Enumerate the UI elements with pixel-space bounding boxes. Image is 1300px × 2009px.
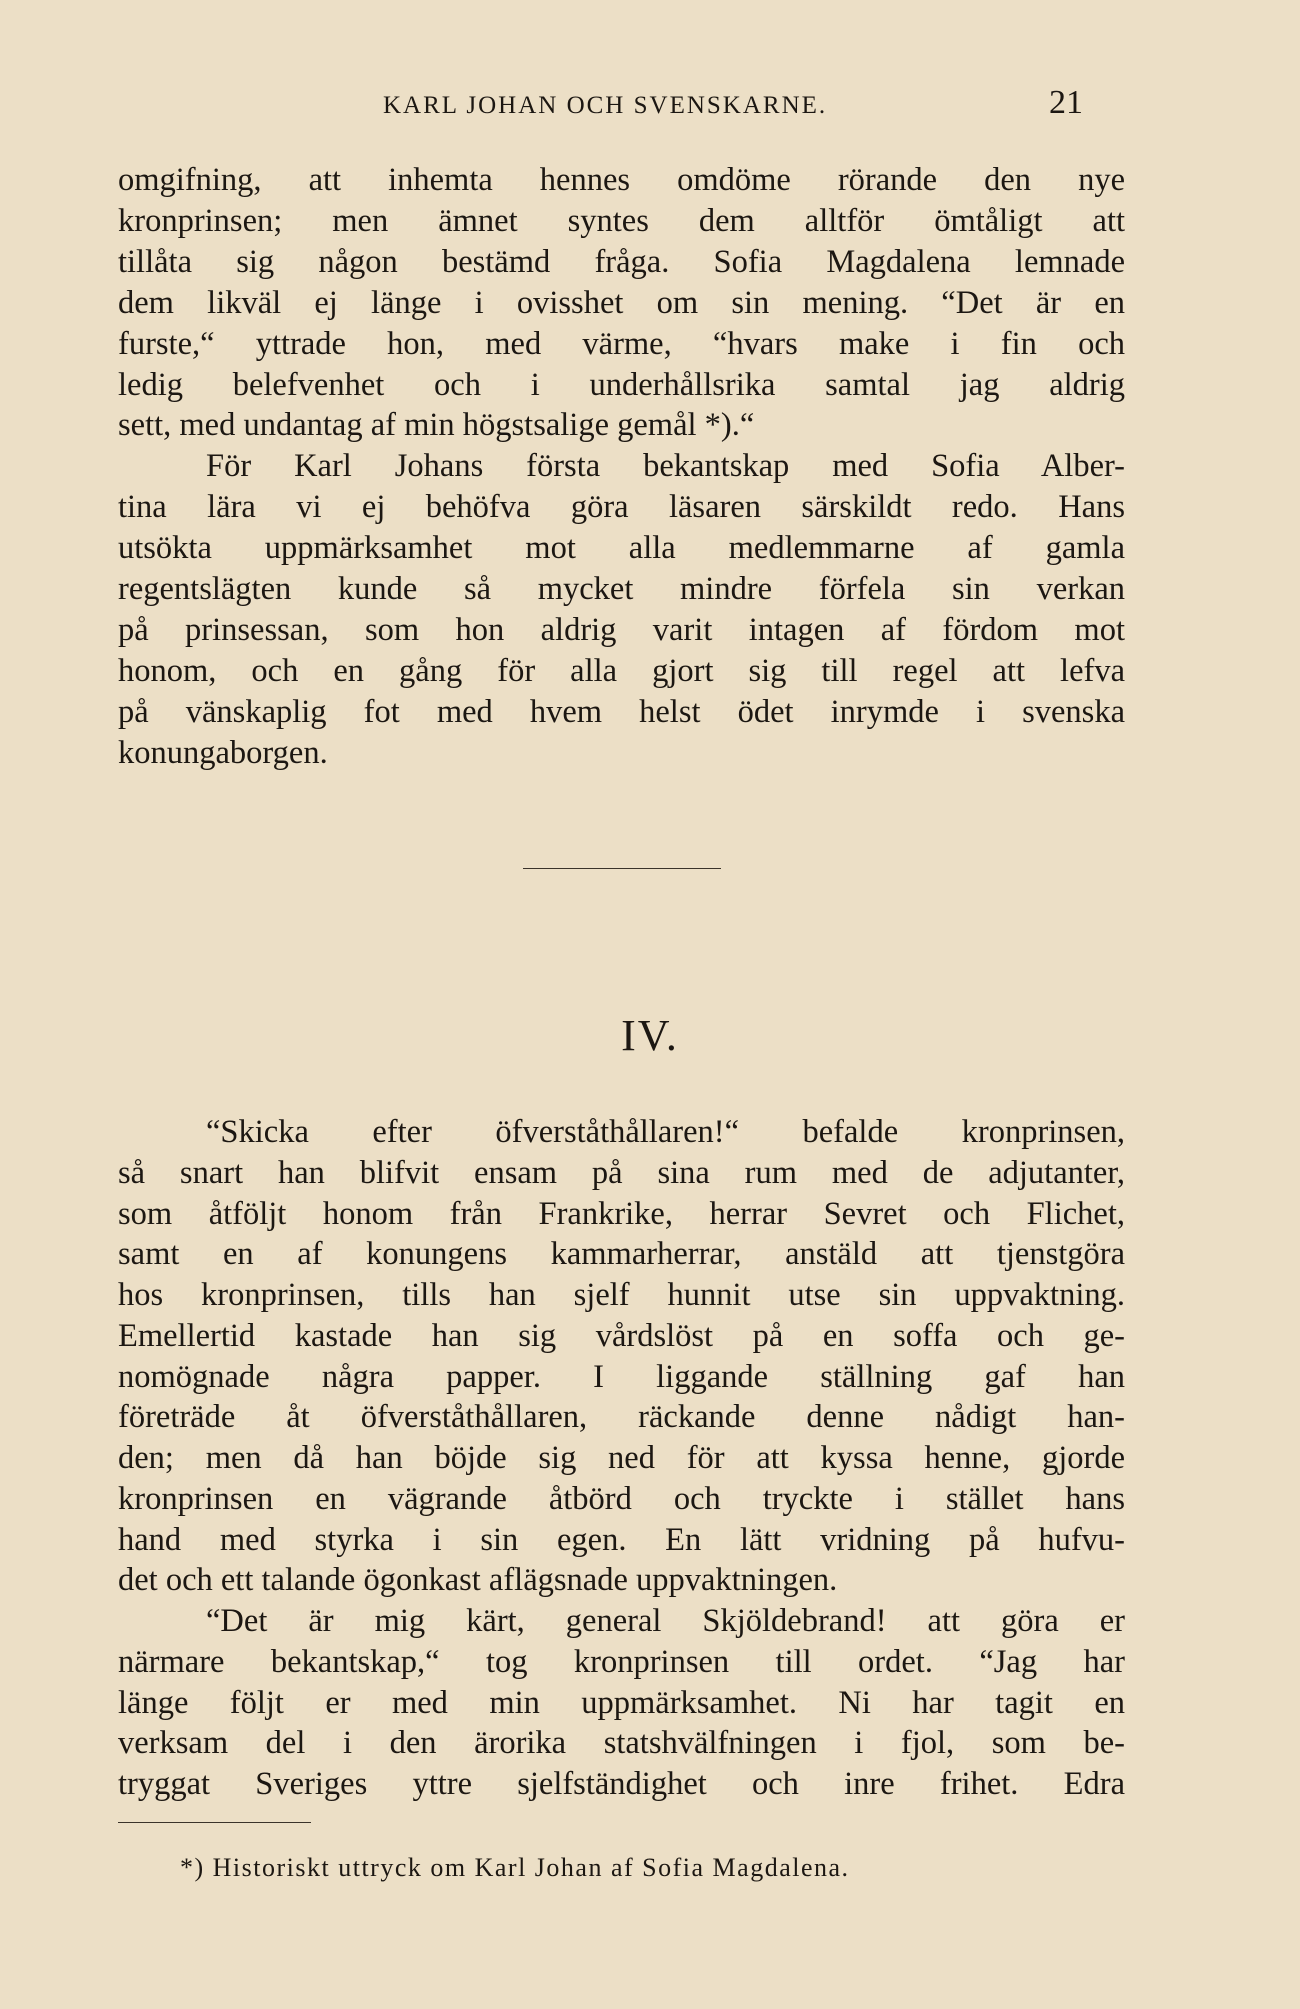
text-line: så snart han blifvit ensam på sina rum med de adjutanter, [118,1154,1125,1191]
chapter-heading: IV. [621,1011,679,1060]
text-line: kronprinsen; men ämnet syntes dem alltför ömtåligt att [118,202,1125,239]
text-line: tina lära vi ej behöfva göra läsaren särskildt redo. Hans [118,489,1125,526]
text-line: verksam del i den ärorika statshvälfningen i fjol, som be- [118,1725,1125,1762]
text-line: företräde åt öfverståthållaren, räckande denne nådigt han- [118,1399,1125,1436]
text-line: närmare bekantskap,“ tog kronprinsen till ordet. “Jag har [118,1643,1125,1680]
text-line: dem likväl ej länge i ovisshet om sin mening. “Det är en [118,284,1125,321]
text-line: “Det är mig kärt, general Skjöldebrand! att göra er [206,1603,1125,1639]
text-line: För Karl Johans första bekantskap med Sofia Alber- [206,448,1125,485]
text-line: det och ett talande ögonkast aflägsnade uppvaktningen. [118,1562,838,1599]
page-header [118,84,1083,134]
section-divider [523,868,721,869]
footnote-rule [118,1822,311,1823]
body-text-chapter [118,1112,1125,1805]
footnote: *) Historiskt uttryck om Karl Johan af Sofia Magdalena. [180,1853,850,1882]
text-line: tillåta sig någon bestämd fråga. Sofia Magdalena lemnade [118,243,1125,280]
text-line: hos kronprinsen, tills han sjelf hunnit utse sin uppvaktning. [118,1277,1125,1313]
text-line: konungaborgen. [118,734,328,771]
text-line: som åtföljt honom från Frankrike, herrar Sevret och Flichet, [118,1195,1125,1232]
text-line: Emellertid kastade han sig vårdslöst på en soffa och ge- [118,1317,1125,1354]
text-line: länge följt er med min uppmärksamhet. Ni har tagit en [118,1684,1125,1721]
text-line: samt en af konungens kammarherrar, anstäld att tjenstgöra [118,1236,1125,1273]
text-line: “Skicka efter öfverståthållaren!“ befalde kronprinsen, [206,1114,1125,1150]
text-line: omgifning, att inhemta hennes omdöme rörande den nye [118,162,1125,198]
text-line: tryggat Sveriges yttre sjelfständighet och inre frihet. Edra [118,1766,1125,1802]
text-line: honom, och en gång för alla gjort sig till regel att lefva [118,652,1125,689]
text-line: hand med styrka i sin egen. En lätt vridning på hufvu- [118,1521,1125,1558]
text-line: sett, med undantag af min högstsalige gemål *).“ [118,407,755,444]
text-line: utsökta uppmärksamhet mot alla medlemmarne af gamla [118,530,1125,567]
text-line: furste,“ yttrade hon, med värme, “hvars make i fin och [118,325,1125,362]
text-line: regentslägten kunde så mycket mindre förfela sin verkan [118,571,1125,608]
text-line: nomögnade några papper. I liggande ställning gaf han [118,1358,1125,1395]
running-title: KARL JOHAN OCH SVENSKARNE. [383,92,828,119]
text-line: på vänskaplig fot med hvem helst ödet inrymde i svenska [118,693,1125,730]
text-line: den; men då han böjde sig ned för att kyssa henne, gjorde [118,1440,1125,1476]
text-line: kronprinsen en vägrande åtbörd och tryckte i stället hans [118,1480,1125,1517]
page-number: 21 [1049,84,1083,121]
body-text-top [118,160,1125,774]
text-line: på prinsessan, som hon aldrig varit intagen af fördom mot [118,611,1125,648]
text-line: ledig belefvenhet och i underhållsrika samtal jag aldrig [118,366,1125,403]
